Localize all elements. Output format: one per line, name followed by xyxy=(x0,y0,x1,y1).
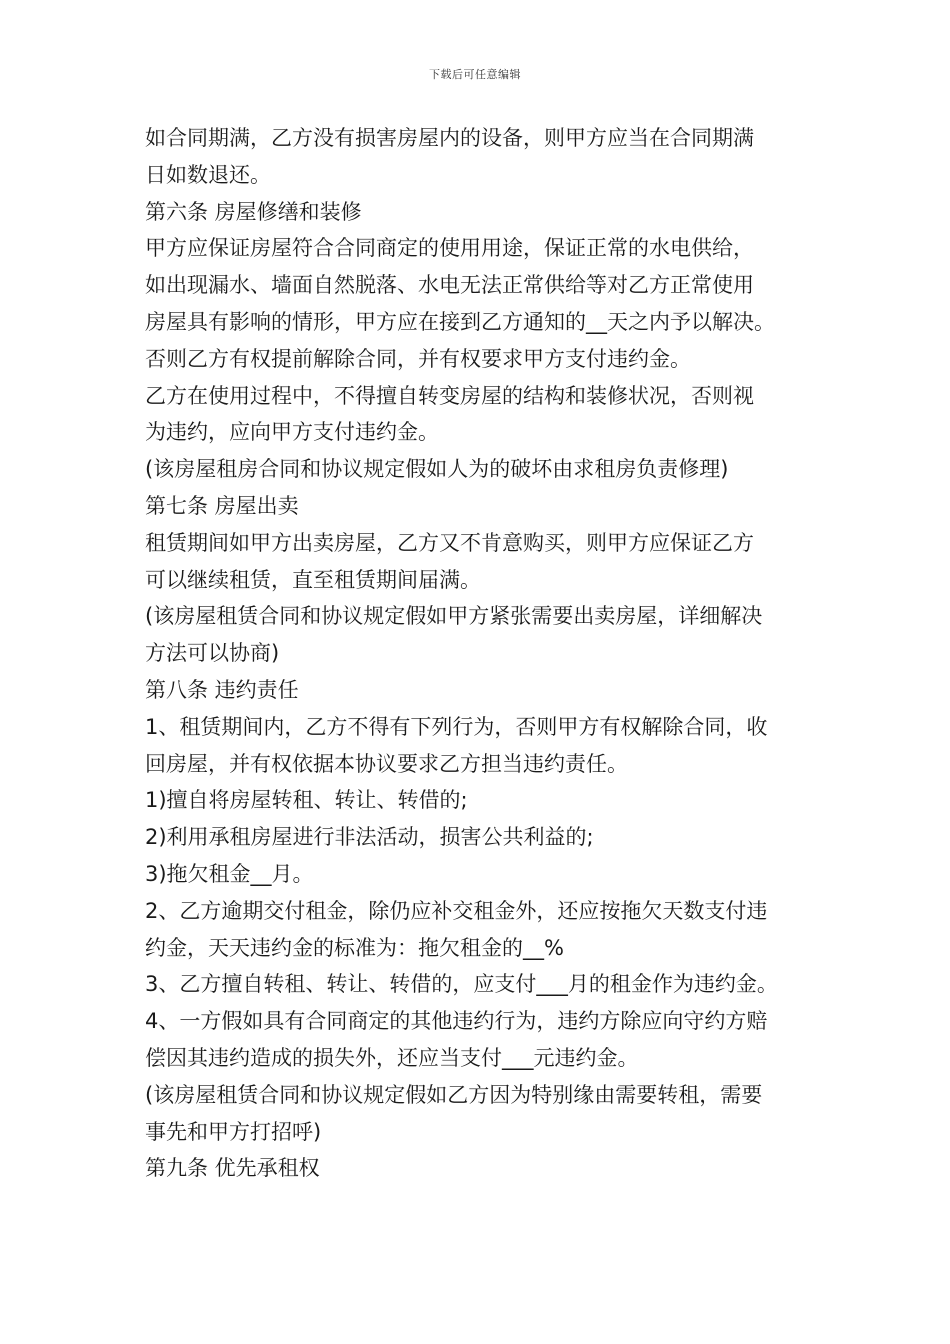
text-line: 回房屋，并有权依据本协议要求乙方担当违约责任。 xyxy=(145,751,628,776)
text-line: 3、乙方擅自转租、转让、转借的，应支付___月的租金作为违约金。 xyxy=(145,972,778,997)
text-line: 约金，天天违约金的标准为：拖欠租金的__% xyxy=(145,935,564,960)
text-line: 日如数退还。 xyxy=(145,162,271,187)
text-line: 甲方应保证房屋符合合同商定的使用用途，保证正常的水电供给， xyxy=(145,236,754,261)
note-line: 方法可以协商) xyxy=(145,641,280,666)
text-line: 租赁期间如甲方出卖房屋，乙方又不肯意购买，则甲方应保证乙方 xyxy=(145,530,754,555)
text-line: 可以继续租赁，直至租赁期间届满。 xyxy=(145,567,481,592)
text-line: 为违约，应向甲方支付违约金。 xyxy=(145,420,439,445)
list-item: 3)拖欠租金__月。 xyxy=(145,861,314,886)
list-item: 2)利用承租房屋进行非法活动，损害公共利益的; xyxy=(145,825,594,850)
text-line: 4、一方假如具有合同商定的其他违约行为，违约方除应向守约方赔 xyxy=(145,1009,768,1034)
page-header: 下载后可任意编辑 xyxy=(429,68,521,81)
text-line: 2、乙方逾期交付租金，除仍应补交租金外，还应按拖欠天数支付违 xyxy=(145,898,768,923)
text-line: 房屋具有影响的情形，甲方应在接到乙方通知的__天之内予以解决。 xyxy=(145,309,775,334)
section-heading: 第六条 房屋修缮和装修 xyxy=(145,199,362,224)
section-heading: 第七条 房屋出卖 xyxy=(145,493,299,518)
note-line: (该房屋租赁合同和协议规定假如乙方因为特别缘由需要转租，需要 xyxy=(145,1082,763,1107)
text-line: 乙方在使用过程中，不得擅自转变房屋的结构和装修状况，否则视 xyxy=(145,383,754,408)
text-line: 偿因其违约造成的损失外，还应当支付___元违约金。 xyxy=(145,1045,639,1070)
section-heading: 第九条 优先承租权 xyxy=(145,1156,320,1181)
section-heading: 第八条 违约责任 xyxy=(145,677,299,702)
text-line: 如出现漏水、墙面自然脱落、水电无法正常供给等对乙方正常使用 xyxy=(145,273,754,298)
note-line: (该房屋租房合同和协议规定假如人为的破坏由求租房负责修理) xyxy=(145,457,729,482)
contract-body xyxy=(145,120,825,1187)
text-line: 否则乙方有权提前解除合同，并有权要求甲方支付违约金。 xyxy=(145,346,691,371)
note-line: 事先和甲方打招呼) xyxy=(145,1119,322,1144)
text-line: 如合同期满，乙方没有损害房屋内的设备，则甲方应当在合同期满 xyxy=(145,126,754,150)
note-line: (该房屋租赁合同和协议规定假如甲方紧张需要出卖房屋，详细解决 xyxy=(145,604,763,629)
text-line: 1、租赁期间内，乙方不得有下列行为，否则甲方有权解除合同，收 xyxy=(145,714,768,739)
list-item: 1)擅自将房屋转租、转让、转借的; xyxy=(145,788,468,813)
